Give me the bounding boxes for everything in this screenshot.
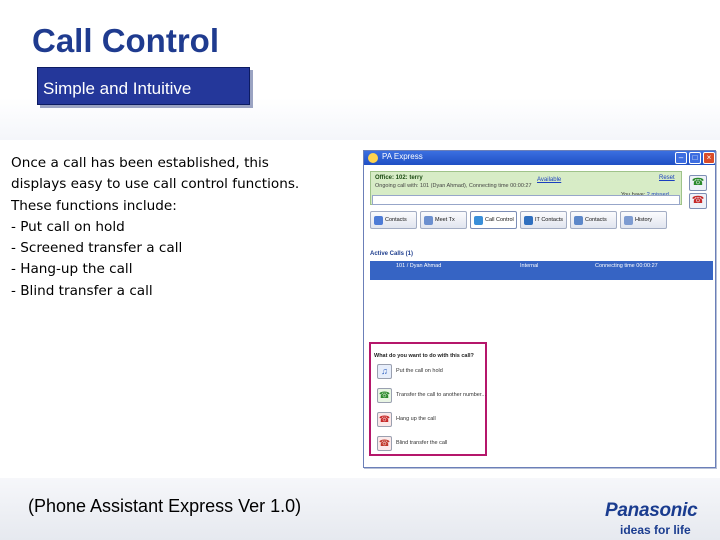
action-label: Put the call on hold <box>396 368 443 374</box>
actions-prompt: What do you want to do with this call? <box>374 353 474 359</box>
active-calls-header: Active Calls (1) <box>370 251 414 257</box>
subtitle-text: Simple and Intuitive <box>43 79 192 98</box>
history-icon <box>624 216 633 225</box>
toolbar-label: History <box>635 217 653 223</box>
toolbar-button[interactable] <box>420 211 467 229</box>
bullet-line: - Blind transfer a call <box>11 282 153 299</box>
main-toolbar <box>370 211 700 229</box>
action-blind-transfer[interactable] <box>377 436 487 452</box>
minimize-button[interactable]: – <box>675 152 687 164</box>
screenshot-caption: (Phone Assistant Express Ver 1.0) <box>28 496 302 516</box>
action-screened-transfer[interactable] <box>377 388 487 404</box>
hold-music-icon: ♫ <box>377 364 392 379</box>
brand-logo: Panasonic <box>605 500 698 521</box>
maximize-button[interactable]: □ <box>689 152 701 164</box>
call-status: Connecting time 00:00:27 <box>595 263 658 269</box>
action-hang-up[interactable] <box>377 412 487 428</box>
call-location: Internal <box>520 263 539 269</box>
close-button[interactable]: × <box>703 152 715 164</box>
toolbar-label: Call Control <box>485 217 514 223</box>
window-title: PA Express <box>382 152 423 161</box>
window-titlebar <box>364 151 715 165</box>
ongoing-call-text: Ongoing call with: 101 (Dyan Ahmad), Connecting time 00:00:27 <box>375 183 532 189</box>
phone-icon <box>474 216 483 225</box>
bullet-line: These functions include: <box>11 197 177 214</box>
reset-link[interactable]: Reset <box>659 175 675 181</box>
toolbar-label: Meet Tx <box>435 217 455 223</box>
table-row[interactable] <box>370 261 713 280</box>
toolbar-label: Contacts <box>585 217 607 223</box>
blind-transfer-phone-icon: ☎ <box>377 436 392 451</box>
slide-title: Call Control <box>32 22 219 59</box>
call-actions-panel <box>369 342 487 456</box>
toolbar-label: IT Contacts <box>535 217 564 223</box>
app-icon <box>368 153 378 163</box>
dial-phone-icon[interactable]: ☎ <box>689 175 707 191</box>
contacts-icon <box>374 216 383 225</box>
hangup-phone-icon: ☎ <box>377 412 392 427</box>
bullet-line: - Put call on hold <box>11 218 125 235</box>
subtitle-banner <box>37 67 250 105</box>
toolbar-button[interactable] <box>570 211 617 229</box>
bullet-line: - Screened transfer a call <box>11 240 183 257</box>
bullet-line: - Hang-up the call <box>11 261 133 278</box>
action-label: Blind transfer the call <box>396 440 448 446</box>
availability-link[interactable]: Available <box>537 177 562 183</box>
toolbar-label: Contacts <box>385 217 407 223</box>
office-extension: Office: 102: terry <box>375 175 423 181</box>
action-label: Transfer the call to another number... <box>396 392 486 398</box>
toolbar-button[interactable] <box>520 211 567 229</box>
toolbar-button[interactable] <box>620 211 667 229</box>
transfer-phone-icon: ☎ <box>377 388 392 403</box>
brand-tagline: ideas for life <box>620 523 691 537</box>
action-hold[interactable] <box>377 364 487 380</box>
call-name: 101 / Dyan Ahmad <box>396 263 442 269</box>
hangup-phone-icon[interactable]: ☎ <box>689 193 707 209</box>
contacts-icon <box>524 216 533 225</box>
bullet-line: Once a call has been established, this <box>11 155 269 171</box>
bullet-line: displays easy to use call control functions. <box>11 176 300 193</box>
action-label: Hang up the call <box>396 416 436 422</box>
dial-input[interactable] <box>372 195 680 205</box>
toolbar-button-call-control[interactable] <box>470 211 517 229</box>
menu-icon <box>424 216 433 225</box>
toolbar-button[interactable] <box>370 211 417 229</box>
bullet-list <box>11 153 356 302</box>
app-screenshot-window <box>363 150 716 468</box>
contacts-icon <box>574 216 583 225</box>
